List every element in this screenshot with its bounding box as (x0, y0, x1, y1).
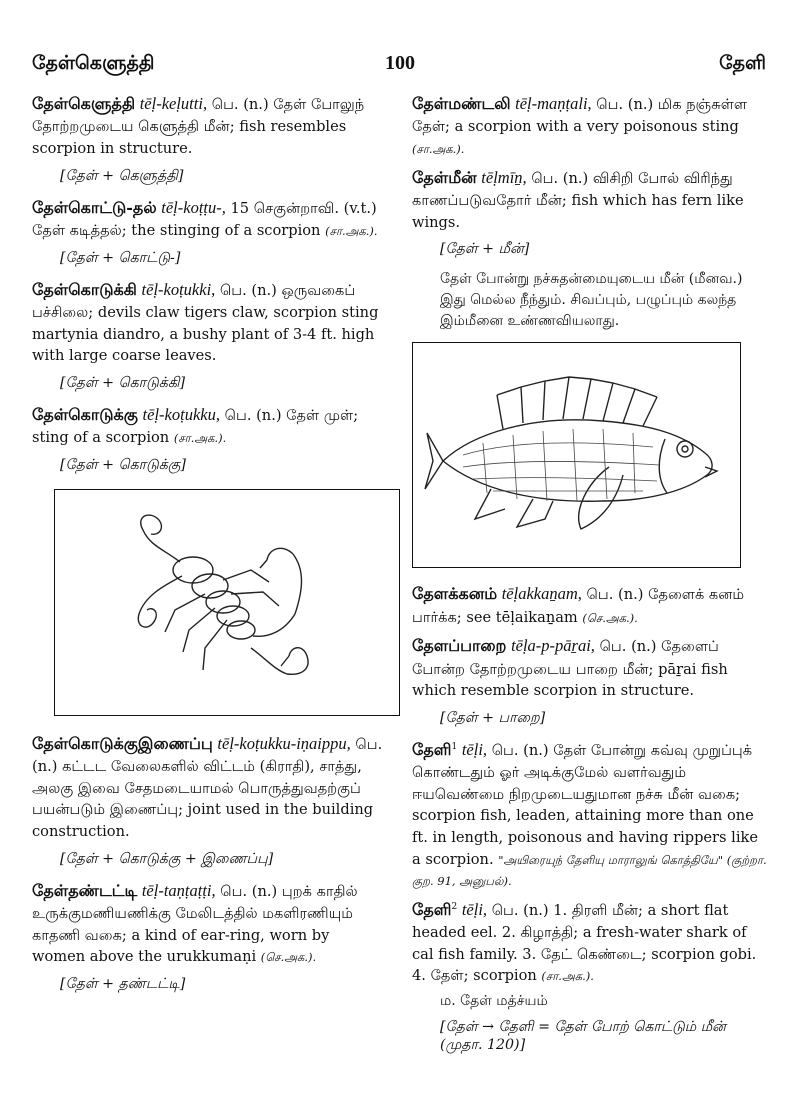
transliteration: tēḷi, (461, 899, 488, 919)
headword: தேளி (412, 899, 452, 919)
definition: தேளைப் போன்ற தோற்றமுடைய பாறை மீன்; pāṟai fish which resemble scorpion in structure. (412, 638, 728, 700)
transliteration: tēḷ-maṇṭali, (515, 94, 592, 113)
etymology: [தேள் + கொடுக்கு + இணைப்பு] (60, 850, 274, 867)
entry-tela-p-parai (412, 634, 768, 702)
entry-tel-kodukki (32, 278, 384, 367)
headword: தேள்கொடுக்கி (32, 279, 137, 299)
entry-teli-1 (412, 738, 768, 892)
entry-tel-tantatti (32, 879, 384, 968)
source: (சா.அக.). (173, 431, 227, 446)
etymology: [தேள் + கொட்டு-] (60, 249, 181, 266)
entry-telakkanam (412, 582, 768, 628)
part-of-speech: பெ. (n.) (531, 169, 589, 187)
homonym-number: 1 (451, 741, 458, 752)
part-of-speech: பெ. (n.) (211, 96, 269, 113)
transliteration: tēḷ-taṇṭaṭṭi, (141, 880, 216, 900)
transliteration: tēḷ-koṭukki, (141, 279, 216, 299)
source: (சா.அக.). (325, 224, 378, 238)
source: (சா.அக.). (541, 969, 594, 984)
part-of-speech: பெ. (n.) (224, 406, 282, 424)
headword: தேளி (412, 739, 452, 759)
definition: தேள் போலுந் தோற்றமுடைய கெளுத்தி மீன்; fish resembles scorpion in structure. (32, 96, 365, 157)
definition: தேளைக் கனம் பார்க்க; see tēḷaikaṉam (412, 586, 745, 626)
fish-illustration (412, 342, 741, 568)
running-head-right: தேளி (719, 52, 766, 74)
part-of-speech: பெ. (n.) (32, 735, 383, 776)
transliteration: tēḷakkaṉam, (501, 584, 582, 604)
scorpion-illustration (54, 489, 400, 716)
entry-tel-mandali (412, 92, 768, 160)
entry-tel-kelutti (32, 92, 384, 160)
etymology: [தேள் + கொடுக்கி] (60, 374, 185, 391)
homonym-number: 2 (451, 901, 458, 912)
transliteration: tēḷ-koṭṭu-, (161, 197, 226, 217)
headword: தேள்கொடுக்குஇணைப்பு (32, 733, 213, 753)
source: (செ.அக.). (582, 610, 638, 625)
left-column (32, 92, 384, 1004)
part-of-speech: பெ. (n.) (219, 281, 277, 299)
headword: தேள்மண்டலி (412, 94, 511, 113)
entry-tel-kottu-tal (32, 196, 384, 242)
entry-teli-2 (412, 898, 768, 987)
definition: தேள் கடித்தல்; the stinging of a scorpion (32, 222, 321, 239)
part-of-speech: பெ. (n.) (586, 586, 644, 604)
etymology: [தேள் + கொடுக்கு] (60, 456, 186, 473)
headword: தேளக்கனம் (412, 584, 498, 604)
etymology: [தேள் + தண்டட்டி] (60, 975, 186, 992)
right-column (412, 92, 768, 1065)
headword: தேள்கொட்டு-தல் (32, 197, 157, 217)
headword: தேள்தண்டட்டி (32, 880, 138, 900)
entry-tel-kodukku (32, 403, 384, 449)
source: (செ.அக.). (260, 950, 317, 965)
part-of-speech: 15 செகுன்றாவி. (v.t.) (230, 199, 377, 217)
headword: தேள்மீன் (412, 167, 477, 187)
transliteration: tēḷmīṉ, (481, 167, 527, 187)
malayalam-cognate: ம. தேள் மத்ச்யம் (440, 992, 548, 1009)
definition: கட்டட வேலைகளில் விட்டம் (கிராதி), சாத்து, அலகு இவை சேதமடையாமல் பொருத்துவதற்குப் பயன்படும் இணைப்பு; joint used in the building construction. (32, 758, 374, 840)
definition: ஒருவகைப் பச்சிலை; devils claw tigers claw, scorpion sting martynia diandro, a bushy plant of 3-4 ft. high with large coarse leaves. (32, 281, 379, 365)
etymology: [தேள் + கெளுத்தி] (60, 167, 184, 184)
transliteration: tēḷ-keḷutti, (139, 94, 208, 113)
quotation: "அயிரையுந் தேளியு மாராலுங் கொத்தியே" (குற்றா. குற. 91, அனுபல்). (412, 852, 767, 889)
definition: விசிறி போல் விரிந்து காணப்படுவதோர் மீன்; fish which has fern like wings. (412, 169, 744, 231)
source: (சா.அக.). (412, 142, 465, 156)
page-number: 100 (385, 52, 415, 74)
definition: மிக நஞ்சுள்ள தேள்; a scorpion with a very poisonous sting (412, 96, 748, 136)
definition: 1. திரளி மீன்; a short flat headed eel. 2. கிழாத்தி; a fresh-water shark of cal fish family. 3. தேட் கெண்டை; scorpion gobi. 4. தேள்; scorpion (412, 901, 757, 985)
headword: தேள்கொடுக்கு (32, 404, 138, 424)
headword: தேள்கெளுத்தி (32, 94, 136, 113)
definition: தேள் போன்று கவ்வு முறுப்புக் கொண்டதும் ஓர் அடிக்குமேல் வளர்வதும் ஈயவெண்மை நிறமுடையதுமான நச்சு மீன் வகை; scorpion fish, leaden, attaining more than one ft. in length, poisonous and having rippers like a scorpion. (412, 741, 758, 868)
part-of-speech: பெ. (n.) (599, 638, 657, 656)
transliteration: tēḷa-p-pāṟai, (511, 636, 595, 656)
transliteration: tēḷi, (461, 739, 488, 759)
usage-note: தேள் போன்று நச்சுதன்மையுடைய மீன் (மீனவ.) இது மெல்ல நீந்தும். சிவப்பும், பழுப்பும் கலந்த இம்மீனை உண்ணவியலாது. (440, 271, 743, 330)
etymology: [தேள் → தேளி = தேள் போற் கொட்டும் மீன் (முதா. 120)] (440, 1018, 726, 1053)
definition: புறக் காதில் உருக்குமணியணிக்கு மேலிடத்தில் மகளிரணியும் காதணி வகை; a kind of ear-ring, worn by women above the urukkumaṇi (32, 882, 358, 966)
entry-tel-kodukku-inaippu (32, 732, 384, 843)
transliteration: tēḷ-koṭukku, (142, 404, 220, 424)
part-of-speech: பெ. (n.) (596, 96, 654, 113)
definition: தேள் முள்; sting of a scorpion (32, 406, 359, 447)
etymology: [தேள் + பாறை] (440, 709, 546, 726)
part-of-speech: பெ. (n.) (491, 741, 549, 759)
etymology: [தேள் + மீன்] (440, 241, 530, 258)
part-of-speech: பெ. (n.) (491, 901, 549, 919)
headword: தேளப்பாறை (412, 636, 507, 656)
entry-tel-min (412, 166, 768, 234)
part-of-speech: பெ. (n.) (220, 882, 278, 900)
transliteration: tēḷ-koṭukku-iṇaippu, (217, 733, 351, 753)
running-head-left: தேள்கெளுத்தி (32, 52, 155, 74)
